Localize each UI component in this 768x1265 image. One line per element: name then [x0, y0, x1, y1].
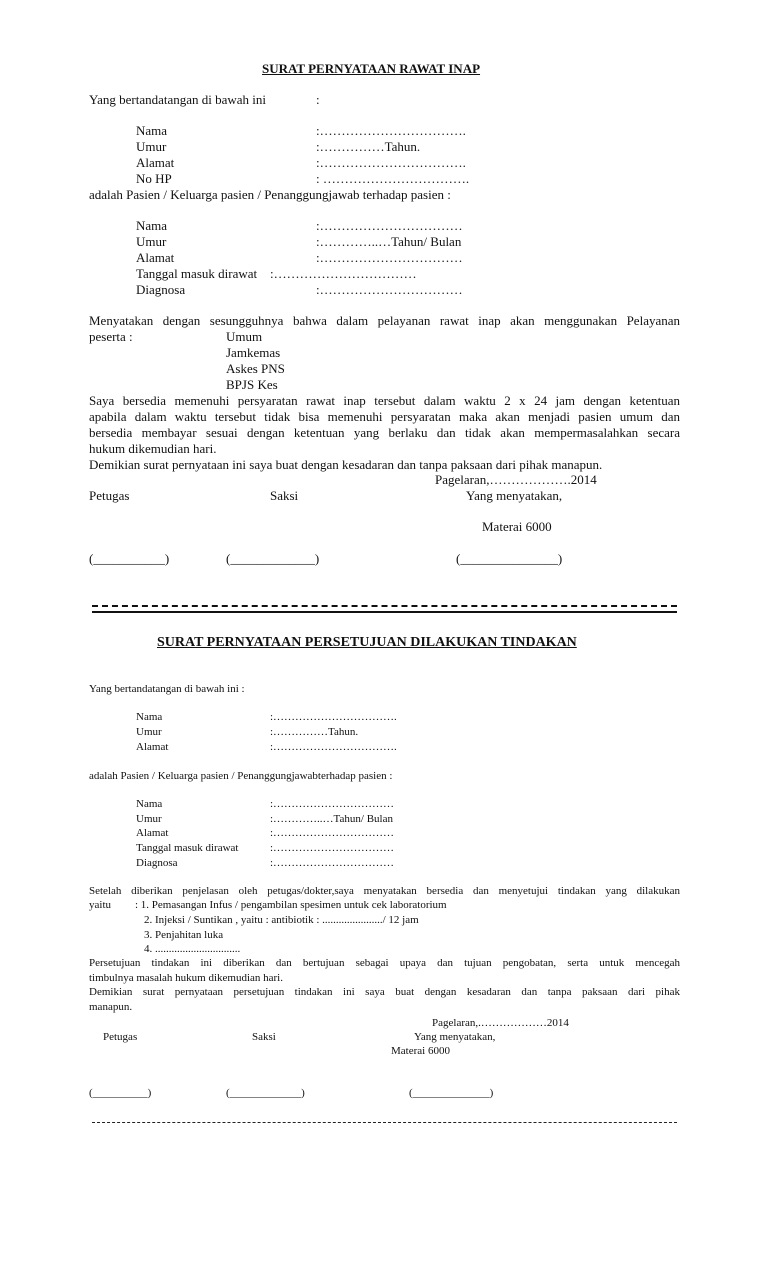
bottom-divider [92, 1122, 677, 1123]
closing-line: manapun. [89, 1001, 133, 1013]
signature-blank-declarer: (______________) [409, 1087, 494, 1099]
place-date: Pagelaran,……………….2014 [435, 472, 597, 487]
patient-field-value: :…………………………… [316, 282, 463, 297]
signature-blank-witness: (_____________) [226, 551, 320, 566]
patient-field-value: :…………………………… [270, 857, 395, 869]
signature-blank-officer: (___________) [89, 551, 170, 566]
statement-line: Menyatakan dengan sesungguhnya bahwa dalam pelayanan rawat inap akan menggunakan Pelayanan [89, 313, 680, 328]
intro-colon: : [316, 92, 320, 107]
signer-field-label: Umur [136, 139, 167, 154]
patient-field-label: Umur [136, 813, 162, 825]
service-option: Umum [226, 329, 263, 344]
paragraph-line: bersedia membayar sesuai dengan ketentuan yang berlaku dan tidak akan mempermasalahkan secara [89, 425, 680, 440]
yaitu-label: yaitu [89, 899, 111, 911]
intro-label: Yang bertandatangan di bawah ini [89, 92, 267, 107]
statement-line: peserta : [89, 329, 133, 344]
sign-declarer-label: Yang menyatakan, [414, 1031, 496, 1043]
signer-field-value: :……………………………. [270, 741, 397, 753]
section-divider [92, 605, 677, 613]
signer-field-label: Nama [136, 123, 168, 138]
patient-field-label: Nama [136, 218, 168, 233]
patient-field-label: Diagnosa [136, 282, 186, 297]
signer-field-value: :……………Tahun. [270, 726, 359, 738]
patient-field-label: Nama [136, 798, 163, 810]
patient-field-value: :…………………………… [270, 266, 417, 281]
doc-title-rawat-inap: SURAT PERNYATAAN RAWAT INAP [262, 61, 481, 76]
action-item: : 1. Pemasangan Infus / pengambilan spesimen untuk cek laboratorium [135, 899, 447, 911]
doc-title-persetujuan: SURAT PERNYATAAN PERSETUJUAN DILAKUKAN TINDAKAN [157, 635, 577, 650]
signature-blank-officer: (__________) [89, 1087, 152, 1099]
closing-line: Demikian surat pernyataan persetujuan tindakan ini saya buat dengan kesadaran dan tanpa paksaan dari pihak [89, 986, 680, 998]
action-item: 3. Penjahitan luka [144, 929, 224, 941]
patient-field-value: :…………………………… [316, 218, 463, 233]
signer-field-label: Alamat [136, 155, 175, 170]
signer-field-value: :……………………………. [316, 155, 466, 170]
signer-field-value: : ……………………………. [316, 171, 470, 186]
signer-field-label: Nama [136, 711, 163, 723]
purpose-line: Persetujuan tindakan ini diberikan dan bertujuan sebagai upaya dan tujuan pengobatan, serta untuk mencegah [89, 957, 680, 969]
service-option: Askes PNS [226, 361, 285, 376]
consent-line: Setelah diberikan penjelasan oleh petugas/dokter,saya menyatakan bersedia dan menyetujui tindakan yang dilakukan [89, 885, 680, 897]
intro-line: Yang bertandatangan di bawah ini : [89, 683, 245, 695]
sign-witness-label: Saksi [270, 488, 299, 503]
action-item: 2. Injeksi / Suntikan , yaitu : antibiotik : ....................../ 12 jam [144, 914, 419, 926]
paragraph-line: Saya bersedia memenuhi persyaratan rawat inap tersebut dalam waktu 2 x 24 jam dengan ketentuan [89, 393, 680, 408]
patient-field-label: Alamat [136, 827, 169, 839]
patient-field-value: :…………………………… [316, 250, 463, 265]
action-item: 4. ............................... [144, 943, 241, 955]
closing-line: Demikian surat pernyataan ini saya buat dengan kesadaran dan tanpa paksaan dari pihak manapun. [89, 457, 603, 472]
stamp-label: Materai 6000 [391, 1045, 450, 1057]
patient-field-value: :…………………………… [270, 827, 395, 839]
stamp-label: Materai 6000 [482, 519, 552, 534]
sign-witness-label: Saksi [252, 1031, 276, 1043]
signer-field-label: Umur [136, 726, 162, 738]
service-option: BPJS Kes [226, 377, 278, 392]
sign-officer-label: Petugas [89, 488, 130, 503]
service-option: Jamkemas [226, 345, 281, 360]
signer-field-value: :……………Tahun. [316, 139, 421, 154]
patient-field-value: :…………..…Tahun/ Bulan [270, 813, 393, 825]
paragraph-line: apabila dalam waktu tersebut tidak bisa memenuhi persyaratan maka akan menjadi pasien umum dan [89, 409, 680, 424]
patient-field-value: :…………..…Tahun/ Bulan [316, 234, 462, 249]
relation-line: adalah Pasien / Keluarga pasien / Penanggungjawab terhadap pasien : [89, 187, 451, 202]
patient-field-label: Alamat [136, 250, 175, 265]
patient-field-value: :…………………………… [270, 798, 395, 810]
patient-field-label: Umur [136, 234, 167, 249]
patient-field-label: Tanggal masuk dirawat [136, 842, 239, 854]
signature-blank-declarer: (_______________) [456, 551, 563, 566]
relation-line: adalah Pasien / Keluarga pasien / Penanggungjawabterhadap pasien : [89, 770, 393, 782]
signer-field-value: :……………………………. [316, 123, 466, 138]
signer-field-label: No HP [136, 171, 172, 186]
place-date: Pagelaran,.………………2014 [432, 1017, 569, 1029]
sign-officer-label: Petugas [103, 1031, 138, 1043]
sign-declarer-label: Yang menyatakan, [466, 488, 563, 503]
paragraph-line: hukum dikemudian hari. [89, 441, 217, 456]
signer-field-label: Alamat [136, 741, 169, 753]
signer-field-value: :……………………………. [270, 711, 397, 723]
patient-field-label: Tanggal masuk dirawat [136, 266, 258, 281]
patient-field-value: :…………………………… [270, 842, 395, 854]
signature-blank-witness: (_____________) [226, 1087, 305, 1099]
patient-field-label: Diagnosa [136, 857, 178, 869]
purpose-line: timbulnya masalah hukum dikemudian hari. [89, 972, 283, 984]
